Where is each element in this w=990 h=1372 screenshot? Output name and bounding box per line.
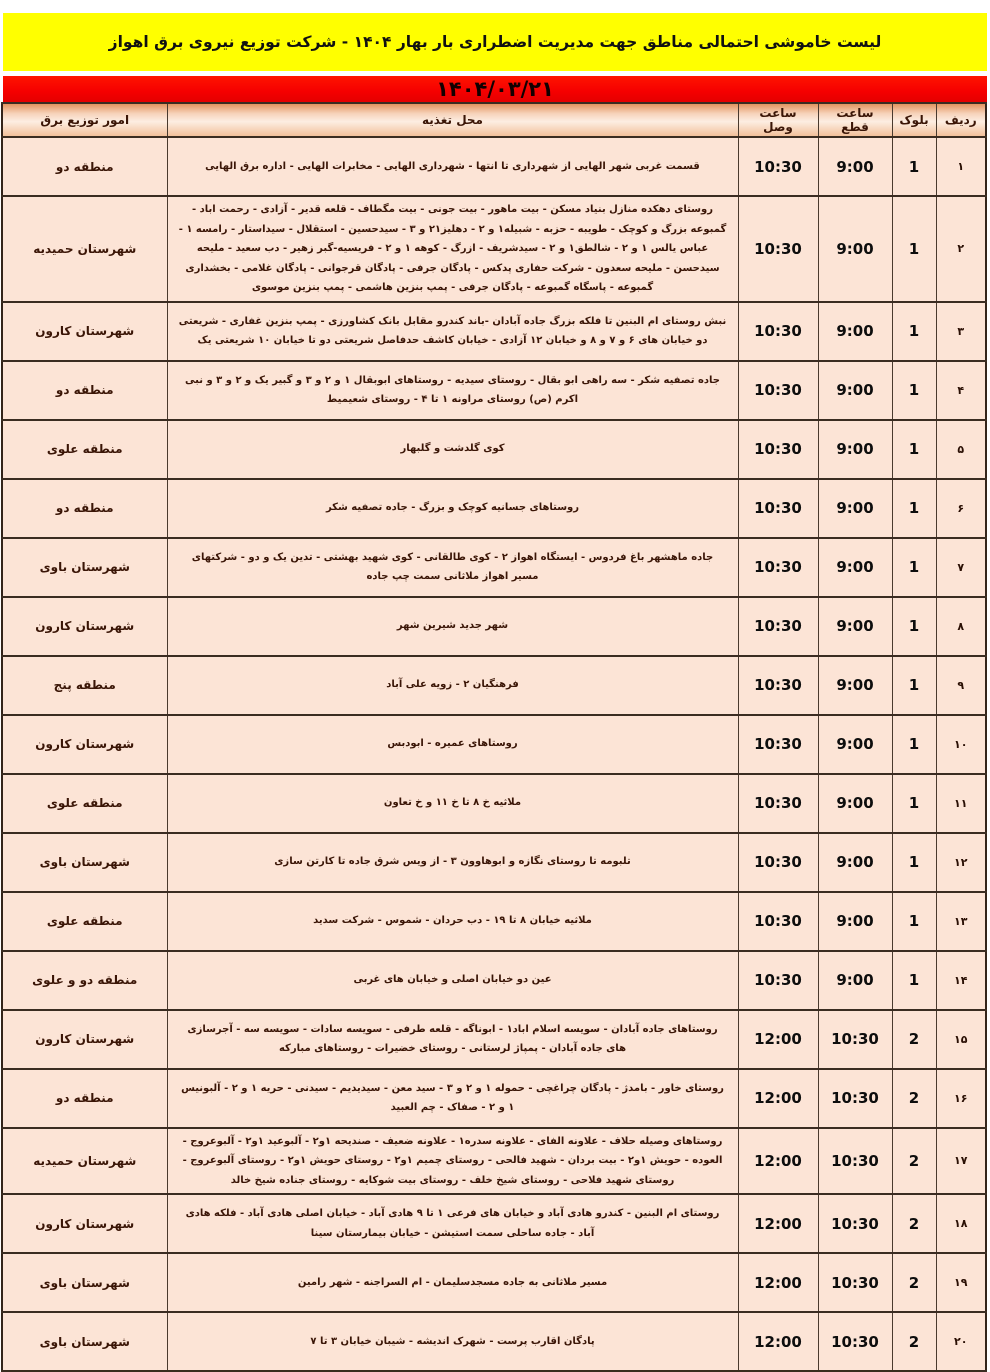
col-header-reconnect-time: ساعت وصل: [738, 103, 818, 137]
distribution-area-cell: شهرستان کارون: [2, 1194, 167, 1253]
distribution-area-cell: شهرستان کارون: [2, 1010, 167, 1069]
row-number-cell: ۴: [936, 361, 986, 420]
block-cell: 1: [892, 137, 936, 196]
row-number-cell: ۱: [936, 137, 986, 196]
reconnect-time-cell: 10:30: [738, 196, 818, 302]
row-number-cell: ۸: [936, 597, 986, 656]
row-number-cell: ۲۰: [936, 1312, 986, 1371]
block-cell: 2: [892, 1010, 936, 1069]
row-number-cell: ۱۳: [936, 892, 986, 951]
row-number-cell: ۲: [936, 196, 986, 302]
table-row: [2, 137, 986, 196]
table-row: [2, 1194, 986, 1253]
table-row: [2, 361, 986, 420]
row-number-cell: ۱۵: [936, 1010, 986, 1069]
row-number-cell: ۱۷: [936, 1128, 986, 1195]
col-header-block: بلوک: [892, 103, 936, 137]
reconnect-time-cell: 10:30: [738, 774, 818, 833]
block-cell: 1: [892, 479, 936, 538]
cut-time-cell: 9:00: [818, 656, 892, 715]
reconnect-time-cell: 10:30: [738, 538, 818, 597]
feeding-location-cell: ملاثیه خیابان ۸ تا ۱۹ - دب حردان - شموس - شرکت سدید: [167, 892, 738, 951]
reconnect-time-cell: 10:30: [738, 361, 818, 420]
feeding-location-cell: روستاهای جسانیه کوچک و بزرگ - جاده تصفیه شکر: [167, 479, 738, 538]
distribution-area-cell: شهرستان باوی: [2, 1312, 167, 1371]
distribution-area-cell: شهرستان حمیدیه: [2, 1128, 167, 1195]
row-number-cell: ۱۴: [936, 951, 986, 1010]
cut-time-cell: 9:00: [818, 196, 892, 302]
col-header-distribution-area: امور توزیع برق: [2, 103, 167, 137]
table-row: [2, 892, 986, 951]
reconnect-time-cell: 12:00: [738, 1069, 818, 1128]
feeding-location-cell: کوی گلدشت و گلبهار: [167, 420, 738, 479]
block-cell: 1: [892, 538, 936, 597]
distribution-area-cell: منطقه علوی: [2, 774, 167, 833]
row-number-cell: ۵: [936, 420, 986, 479]
row-number-cell: ۱۰: [936, 715, 986, 774]
block-cell: 1: [892, 302, 936, 361]
cut-time-cell: 9:00: [818, 833, 892, 892]
reconnect-time-cell: 10:30: [738, 833, 818, 892]
table-row: [2, 196, 986, 302]
reconnect-time-cell: 10:30: [738, 951, 818, 1010]
block-cell: 2: [892, 1312, 936, 1371]
row-number-cell: ۱۱: [936, 774, 986, 833]
row-number-cell: ۳: [936, 302, 986, 361]
distribution-area-cell: شهرستان کارون: [2, 302, 167, 361]
row-number-cell: ۹: [936, 656, 986, 715]
cut-time-cell: 9:00: [818, 361, 892, 420]
distribution-area-cell: شهرستان باوی: [2, 1253, 167, 1312]
distribution-area-cell: شهرستان باوی: [2, 833, 167, 892]
cut-time-cell: 10:30: [818, 1128, 892, 1195]
block-cell: 2: [892, 1253, 936, 1312]
cut-time-cell: 9:00: [818, 892, 892, 951]
distribution-area-cell: شهرستان کارون: [2, 597, 167, 656]
table-row: [2, 1253, 986, 1312]
distribution-area-cell: شهرستان باوی: [2, 538, 167, 597]
feeding-location-cell: قسمت غربی شهر الهایی از شهرداری تا انتها - شهرداری الهایی - مخابرات الهایی - اداره برق الهایی: [167, 137, 738, 196]
block-cell: 2: [892, 1069, 936, 1128]
row-number-cell: ۱۹: [936, 1253, 986, 1312]
table-row: [2, 302, 986, 361]
feeding-location-cell: روستاهای جاده آبادان - سویسه اسلام اباد۱ - ابوناگه - قلعه طرفی - سویسه سادات - سویسه سه - آجرسازی های جاده آبادان - پمپاژ لرستانی - روستای خضیرات - روستاهای مبارکه: [167, 1010, 738, 1069]
cut-time-cell: 9:00: [818, 774, 892, 833]
table-row: [2, 597, 986, 656]
table-row: [2, 1128, 986, 1195]
table-row: [2, 951, 986, 1010]
row-number-cell: ۱۶: [936, 1069, 986, 1128]
reconnect-time-cell: 10:30: [738, 892, 818, 951]
cut-time-cell: 9:00: [818, 715, 892, 774]
row-number-cell: ۱۸: [936, 1194, 986, 1253]
feeding-location-cell: ملاثیه خ ۸ تا خ ۱۱ و خ تعاون: [167, 774, 738, 833]
cut-time-cell: 9:00: [818, 137, 892, 196]
row-number-cell: ۱۲: [936, 833, 986, 892]
distribution-area-cell: منطقه دو: [2, 479, 167, 538]
title-banner: [3, 13, 987, 71]
feeding-location-cell: روستاهای عمیره - ابودبس: [167, 715, 738, 774]
reconnect-time-cell: 10:30: [738, 479, 818, 538]
distribution-area-cell: شهرستان کارون: [2, 715, 167, 774]
distribution-area-cell: منطقه علوی: [2, 420, 167, 479]
table-body: [2, 137, 986, 1371]
table-row: [2, 833, 986, 892]
distribution-area-cell: شهرستان حمیدیه: [2, 196, 167, 302]
distribution-area-cell: منطقه دو: [2, 137, 167, 196]
cut-time-cell: 10:30: [818, 1312, 892, 1371]
reconnect-time-cell: 12:00: [738, 1128, 818, 1195]
reconnect-time-cell: 12:00: [738, 1253, 818, 1312]
row-number-cell: ۷: [936, 538, 986, 597]
feeding-location-cell: نبش روستای ام البنین تا فلکه بزرگ جاده آبادان -باند کندرو مقابل بانک کشاورزی - پمپ بنزین غفاری - شریعتی دو خیابان های ۶ و ۷ و ۸ و خیابان ۱۲ آزادی - خیابان کاشف حدفاصل شریعتی دو تا خیابان ۱۰ شریعتی یک: [167, 302, 738, 361]
table-row: [2, 1069, 986, 1128]
block-cell: 1: [892, 420, 936, 479]
block-cell: 1: [892, 361, 936, 420]
col-header-row-number: ردیف: [936, 103, 986, 137]
cut-time-cell: 10:30: [818, 1010, 892, 1069]
feeding-location-cell: روستاهای وصیله حلاف - علاونه الفای - علاونه سدره۱ - علاونه ضعیف - صندیحه ۱و۲ - آلبوعید ۱و۲ - آلبوعروج - العوده - حویش ۱و۲ - بیت بردان - شهید فالحی - روستای چمیم ۱و۲ - روستای حویش ۱و۲ - روستای آلبوعروج - روستای شهید فلاحی - روستای شیخ خلف - روستای بیت شوکایه - روستای جناده شیخ خالد: [167, 1128, 738, 1195]
cut-time-cell: 10:30: [818, 1194, 892, 1253]
block-cell: 1: [892, 196, 936, 302]
table-row: [2, 656, 986, 715]
feeding-location-cell: روستای دهکده منازل بنیاد مسکن - بیت ماهور - بیت جونی - بیت مگطاف - قلعه قدیر - آزادی - رحمت اباد - گمبوعه بزرگ و کوچک - طویبه - حزبه - شبیله۱ و ۲ - دهلیز۲۱ و ۳ - سیدحسین - استقلال - سیداستار - رامسه ۱ - عباس یالس ۱ و ۲ - شالطق۱ و ۲ - سیدشریف - ازرگ - کوهه ۱ و ۲ - فریسیه-گبر زهیر - دب سعید - ملیحه سیدحسن - ملیحه سعدون - شرکت حفاری پدکس - پادگان جرفی - پادگان قرجوانی - پادگان غلامی - بخشداری گمبوعه - پاسگاه گمبوعه - پادگان جرفی - پمپ بنزین هاشمی - پمپ بنزین موسوی: [167, 196, 738, 302]
reconnect-time-cell: 12:00: [738, 1010, 818, 1069]
cut-time-cell: 10:30: [818, 1069, 892, 1128]
col-header-cut-time: ساعت قطع: [818, 103, 892, 137]
feeding-location-cell: مسیر ملاثانی به جاده مسجدسلیمان - ام السراجنه - شهر رامین: [167, 1253, 738, 1312]
distribution-area-cell: منطقه دو و علوی: [2, 951, 167, 1010]
cut-time-cell: 9:00: [818, 597, 892, 656]
block-cell: 1: [892, 833, 936, 892]
block-cell: 1: [892, 774, 936, 833]
header-row: [2, 103, 986, 137]
block-cell: 2: [892, 1128, 936, 1195]
block-cell: 1: [892, 597, 936, 656]
feeding-location-cell: فرهنگیان ۲ - زویه علی آباد: [167, 656, 738, 715]
table-row: [2, 538, 986, 597]
block-cell: 1: [892, 715, 936, 774]
feeding-location-cell: جاده تصفیه شکر - سه راهی ابو بقال - روستای سیدیه - روستاهای ابوبقال ۱ و ۲ و ۳ و گبیر یک و ۲ و ۳ و نبی اکرم (ص) روستای مراونه ۱ تا ۴ - روستای شعیمیط: [167, 361, 738, 420]
table-row: [2, 479, 986, 538]
feeding-location-cell: روستای خاور - بامدژ - پادگان چراغچی - حموله ۱ و ۲ و ۳ - سید معن - سیدیدیم - سیدنی - حریه ۱ و ۲ - آلبونیس ۱ و ۲ - صفاک - چم العبید: [167, 1069, 738, 1128]
distribution-area-cell: منطقه دو: [2, 1069, 167, 1128]
feeding-location-cell: روستای ام البنین - کندرو هادی آباد و خیابان های فرعی ۱ تا ۹ هادی آباد - خیابان اصلی هادی آباد - فلکه هادی آباد - جاده ساحلی سمت استیشن - خیابان بیمارستان سینا: [167, 1194, 738, 1253]
reconnect-time-cell: 10:30: [738, 715, 818, 774]
date-banner: [3, 76, 987, 102]
table-row: [2, 1010, 986, 1069]
row-number-cell: ۶: [936, 479, 986, 538]
reconnect-time-cell: 10:30: [738, 137, 818, 196]
reconnect-time-cell: 12:00: [738, 1312, 818, 1371]
cut-time-cell: 9:00: [818, 479, 892, 538]
schedule-date: ۱۴۰۴/۰۳/۲۱: [436, 77, 554, 101]
table-row: [2, 715, 986, 774]
reconnect-time-cell: 10:30: [738, 302, 818, 361]
reconnect-time-cell: 10:30: [738, 420, 818, 479]
col-header-feeding-location: محل تغذیه: [167, 103, 738, 137]
cut-time-cell: 9:00: [818, 420, 892, 479]
cut-time-cell: 10:30: [818, 1253, 892, 1312]
block-cell: 1: [892, 656, 936, 715]
feeding-location-cell: جاده ماهشهر باغ فردوس - ایستگاه اهواز ۲ - کوی طالقانی - کوی شهید بهشتی - تدین یک و دو - شرکتهای مسیر اهواز ملاثانی سمت چپ جاده: [167, 538, 738, 597]
feeding-location-cell: پادگان اقارب پرست - شهرک اندیشه - شیبان خیابان ۳ تا ۷: [167, 1312, 738, 1371]
feeding-location-cell: تلبومه تا روستای نگازه و ابوهاوون ۳ - از ویس شرق جاده تا کارتن سازی: [167, 833, 738, 892]
table-header: [2, 103, 986, 137]
outage-schedule-table: [1, 102, 987, 1372]
reconnect-time-cell: 12:00: [738, 1194, 818, 1253]
block-cell: 1: [892, 892, 936, 951]
distribution-area-cell: منطقه دو: [2, 361, 167, 420]
reconnect-time-cell: 10:30: [738, 656, 818, 715]
reconnect-time-cell: 10:30: [738, 597, 818, 656]
block-cell: 1: [892, 951, 936, 1010]
block-cell: 2: [892, 1194, 936, 1253]
cut-time-cell: 9:00: [818, 302, 892, 361]
table-row: [2, 420, 986, 479]
table-row: [2, 774, 986, 833]
page-title: لیست خاموشی احتمالی مناطق جهت مدیریت اضطراری بار بهار ۱۴۰۴ - شرکت توزیع نیروی برق اهواز: [108, 32, 882, 51]
distribution-area-cell: منطقه علوی: [2, 892, 167, 951]
distribution-area-cell: منطقه پنج: [2, 656, 167, 715]
feeding-location-cell: عین دو خیابان اصلی و خیابان های غربی: [167, 951, 738, 1010]
feeding-location-cell: شهر جدید شیرین شهر: [167, 597, 738, 656]
cut-time-cell: 9:00: [818, 951, 892, 1010]
cut-time-cell: 9:00: [818, 538, 892, 597]
table-row: [2, 1312, 986, 1371]
